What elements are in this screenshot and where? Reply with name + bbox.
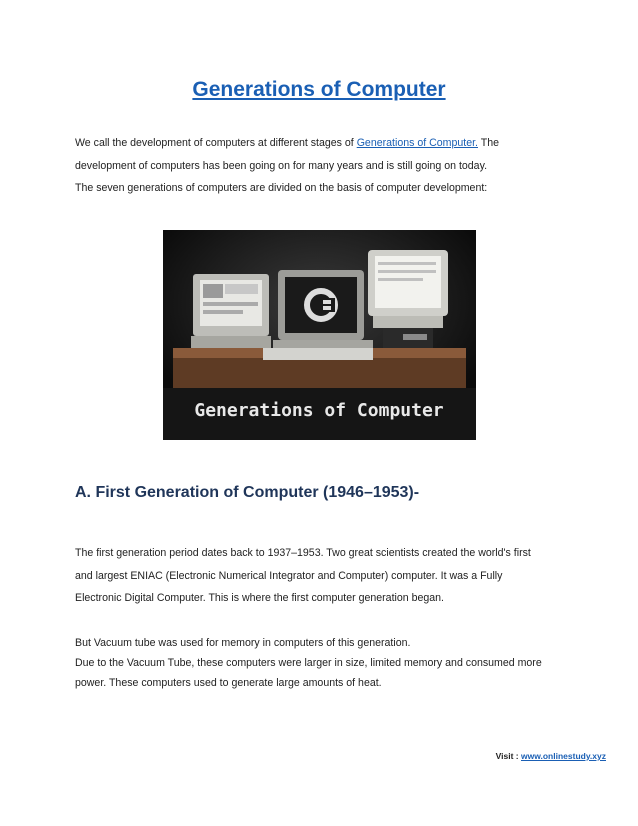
intro-text: We call the development of computers at different stages of <box>75 137 357 149</box>
intro-text-tail: The <box>478 137 500 149</box>
paragraph-line: and largest ENIAC (Electronic Numerical Integrator and Computer) computer. It was a Fully <box>75 569 503 582</box>
hero-caption: Generations of Computer <box>194 400 444 421</box>
hero-image <box>163 230 476 440</box>
paragraph-line: Due to the Vacuum Tube, these computers were larger in size, limited memory and consumed more <box>75 657 542 669</box>
footer-visit <box>496 751 606 761</box>
footer-site-link[interactable]: www.onlinestudy.xyz <box>520 751 606 761</box>
paragraph-line: But Vacuum tube was used for memory in computers of this generation. <box>75 637 411 649</box>
generations-link[interactable]: Generations of Computer. <box>356 137 478 149</box>
intro-paragraph <box>75 133 575 201</box>
paragraph-line: Electronic Digital Computer. This is where the first computer generation began. <box>75 592 445 604</box>
first-generation-paragraph-2 <box>75 633 575 693</box>
keyboard <box>263 348 373 360</box>
paragraph-line: power. These computers used to generate large amounts of heat. <box>75 677 382 689</box>
section-heading-first-generation: A. First Generation of Computer (1946–1953)- <box>75 484 420 501</box>
footer-label: Visit : <box>495 751 521 761</box>
intro-line-1 <box>75 133 575 153</box>
intro-line-3: The seven generations of computers are divided on the basis of computer development: <box>75 182 488 194</box>
intro-line-2: development of computers has been going on for many years and is still going on today. <box>75 159 488 172</box>
paragraph-line: The first generation period dates back to 1937–1953. Two great scientists created the world's first <box>75 547 531 559</box>
vintage-computers-illustration <box>163 230 476 440</box>
page-title: Generations of Computer <box>192 78 446 101</box>
first-generation-paragraph-1 <box>75 543 575 611</box>
